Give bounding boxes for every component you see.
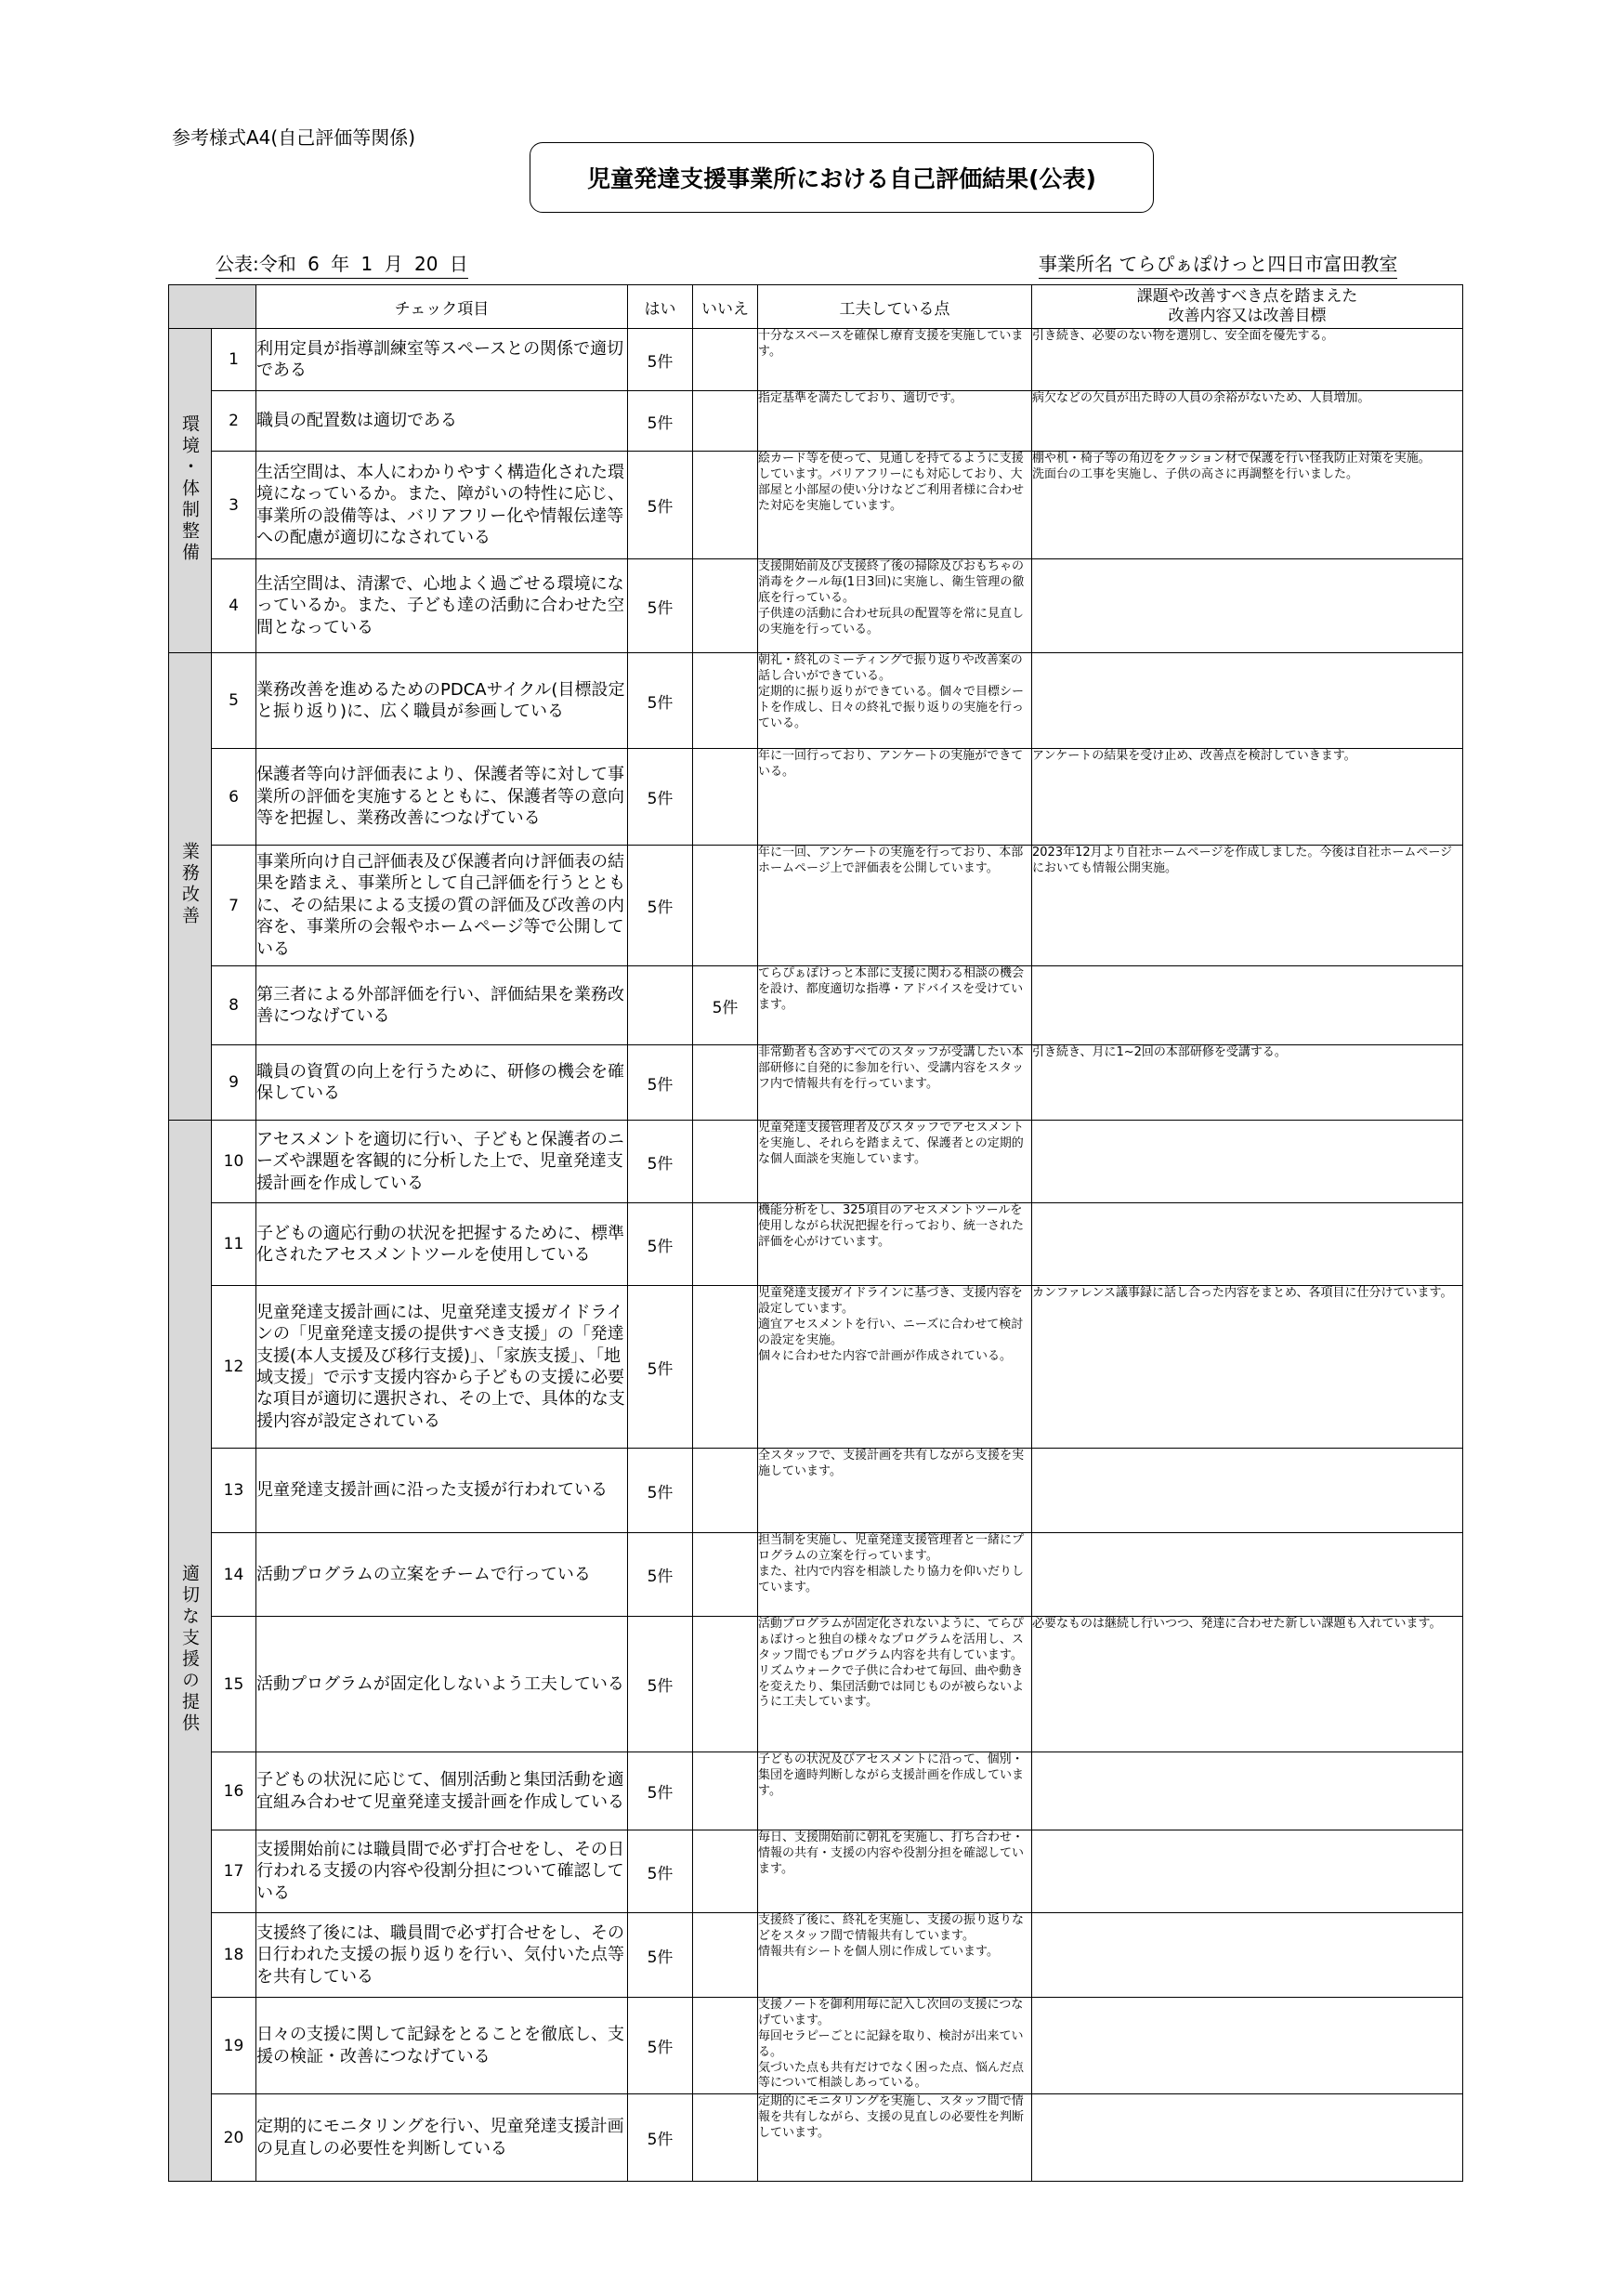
table-row: [169, 1449, 1463, 1533]
issues-text: [1032, 1830, 1463, 1913]
table-row: [169, 749, 1463, 846]
no-count: [693, 1617, 758, 1752]
yes-count: 5件: [628, 1121, 693, 1203]
yes-count: 5件: [628, 559, 693, 653]
issues-text: [1032, 1533, 1463, 1617]
efforts-text: 全スタッフで、支援計画を共有しながら支援を実施しています。: [758, 1449, 1032, 1533]
item-number: 17: [212, 1830, 256, 1913]
efforts-text: 児童発達支援管理者及びスタッフでアセスメントを実施し、それらを踏まえて、保護者との定期的な個人面談を実施しています。: [758, 1121, 1032, 1203]
table-row: [169, 966, 1463, 1045]
check-item-text: 児童発達支援計画には、児童発達支援ガイドラインの「児童発達支援の提供すべき支援」の「発達支援(本人支援及び移行支援)」、「家族支援」、「地域支援」で示す支援内容から子どもの支援に必要な項目が適切に選択され、その上で、具体的な支援内容が設定されている: [256, 1286, 628, 1449]
table-row: [169, 391, 1463, 452]
issues-text: [1032, 653, 1463, 749]
table-row: [169, 1617, 1463, 1752]
table-row: [169, 1752, 1463, 1830]
yes-count: 5件: [628, 1203, 693, 1286]
item-number: 18: [212, 1913, 256, 1998]
no-count: [693, 1449, 758, 1533]
header-check-item: チェック項目: [256, 285, 628, 329]
issues-text: 棚や机・椅子等の角辺をクッション材で保護を行い怪我防止対策を実施。 洗面台の工事を実施し、子供の高さに再調整を行いました。: [1032, 452, 1463, 559]
no-count: [693, 391, 758, 452]
no-count: [693, 1830, 758, 1913]
efforts-text: 担当制を実施し、児童発達支援管理者と一緒にプログラムの立案を行っています。 また、社内で内容を相談したり協力を仰いだりしています。: [758, 1533, 1032, 1617]
no-count: [693, 1203, 758, 1286]
check-item-text: 支援開始前には職員間で必ず打合せをし、その日行われる支援の内容や役割分担について確認している: [256, 1830, 628, 1913]
issues-text: 必要なものは継続し行いつつ、発達に合わせた新しい課題も入れています。: [1032, 1617, 1463, 1752]
efforts-text: てらぴぁぽけっと本部に支援に関わる相談の機会を設け、都度適切な指導・アドバイスを受けています。: [758, 966, 1032, 1045]
issues-text: 2023年12月より自社ホームページを作成しました。今後は自社ホームページにおいても情報公開実施。: [1032, 846, 1463, 966]
check-item-text: 利用定員が指導訓練室等スペースとの関係で適切である: [256, 329, 628, 391]
check-item-text: 子どもの状況に応じて、個別活動と集団活動を適宜組み合わせて児童発達支援計画を作成している: [256, 1752, 628, 1830]
table-row: [169, 1533, 1463, 1617]
header-no: いいえ: [693, 285, 758, 329]
table-row: [169, 1045, 1463, 1121]
efforts-text: 子どもの状況及びアセスメントに沿って、個別・集団を適時判断しながら支援計画を作成しています。: [758, 1752, 1032, 1830]
efforts-text: 支援ノートを御利用毎に記入し次回の支援につなげています。 毎回セラピーごとに記録を取り、検討が出来ている。 気づいた点も共有だけでなく困った点、悩んだ点等について相談しあっている。: [758, 1998, 1032, 2094]
table-row: [169, 452, 1463, 559]
office-name: 事業所名 てらぴぁぽけっと四日市富田教室: [1039, 249, 1397, 279]
check-item-text: 支援終了後には、職員間で必ず打合せをし、その日行われた支援の振り返りを行い、気付いた点等を共有している: [256, 1913, 628, 1998]
header-efforts: 工夫している点: [758, 285, 1032, 329]
table-row: [169, 559, 1463, 653]
no-count: [693, 452, 758, 559]
yes-count: 5件: [628, 1752, 693, 1830]
yes-count: 5件: [628, 1286, 693, 1449]
item-number: 20: [212, 2094, 256, 2182]
no-count: [693, 1286, 758, 1449]
no-count: [693, 1752, 758, 1830]
page-title: 児童発達支援事業所における自己評価結果(公表): [530, 142, 1154, 213]
yes-count: 5件: [628, 1998, 693, 2094]
item-number: 12: [212, 1286, 256, 1449]
no-count: [693, 1913, 758, 1998]
table-row: [169, 1203, 1463, 1286]
check-item-text: 生活空間は、清潔で、心地よく過ごせる環境になっているか。また、子ども達の活動に合わせた空間となっている: [256, 559, 628, 653]
no-count: [693, 653, 758, 749]
category-label: 適切な支援の提供: [179, 1563, 200, 1735]
check-item-text: 第三者による外部評価を行い、評価結果を業務改善につなげている: [256, 966, 628, 1045]
efforts-text: 機能分析をし、325項目のアセスメントツールを使用しながら状況把握を行っており、統一された評価を心がけています。: [758, 1203, 1032, 1286]
check-item-text: 業務改善を進めるためのPDCAサイクル(目標設定と振り返り)に、広く職員が参画している: [256, 653, 628, 749]
issues-text: 引き続き、必要のない物を選別し、安全面を優先する。: [1032, 329, 1463, 391]
table-row: [169, 846, 1463, 966]
no-count: [693, 329, 758, 391]
item-number: 5: [212, 653, 256, 749]
check-item-text: 日々の支援に関して記録をとることを徹底し、支援の検証・改善につなげている: [256, 1998, 628, 2094]
item-number: 8: [212, 966, 256, 1045]
issues-text: [1032, 966, 1463, 1045]
issues-text: [1032, 1913, 1463, 1998]
no-count: [693, 846, 758, 966]
item-number: 11: [212, 1203, 256, 1286]
no-count: [693, 1998, 758, 2094]
issues-text: [1032, 2094, 1463, 2182]
yes-count: 5件: [628, 1449, 693, 1533]
header-issues: [1032, 285, 1463, 329]
yes-count: 5件: [628, 2094, 693, 2182]
no-count: 5件: [693, 966, 758, 1045]
table-row: [169, 1121, 1463, 1203]
issues-text: アンケートの結果を受け止め、改善点を検討していきます。: [1032, 749, 1463, 846]
table-header-row: [169, 285, 1463, 329]
issues-text: 引き続き、月に1~2回の本部研修を受講する。: [1032, 1045, 1463, 1121]
item-number: 16: [212, 1752, 256, 1830]
header-blank-cell: [169, 285, 256, 329]
yes-count: 5件: [628, 1830, 693, 1913]
check-item-text: 生活空間は、本人にわかりやすく構造化された環境になっているか。また、障がいの特性に応じ、事業所の設備等は、バリアフリー化や情報伝達等への配慮が適切になされている: [256, 452, 628, 559]
yes-count: [628, 966, 693, 1045]
issues-text: [1032, 559, 1463, 653]
efforts-text: 絵カード等を使って、見通しを持てるように支援しています。バリアフリーにも対応しており、大部屋と小部屋の使い分けなどご利用者様に合わせた対応を実施しています。: [758, 452, 1032, 559]
yes-count: 5件: [628, 452, 693, 559]
table-row: [169, 653, 1463, 749]
item-number: 10: [212, 1121, 256, 1203]
issues-text: [1032, 1998, 1463, 2094]
yes-count: 5件: [628, 1617, 693, 1752]
yes-count: 5件: [628, 749, 693, 846]
category-label: 環境・体制整備: [179, 413, 200, 564]
efforts-text: 支援開始前及び支援終了後の掃除及びおもちゃの消毒をクール毎(1日3回)に実施し、衛生管理の徹底を行っている。 子供達の活動に合わせ玩具の配置等を常に見直しの実施を行っている。: [758, 559, 1032, 653]
table-row: [169, 1286, 1463, 1449]
evaluation-table: [168, 284, 1463, 2182]
efforts-text: 十分なスペースを確保し療育支援を実施しています。: [758, 329, 1032, 391]
check-item-text: 職員の配置数は適切である: [256, 391, 628, 452]
category-cell: [169, 329, 212, 653]
form-label: 参考様式A4(自己評価等関係): [172, 126, 416, 149]
no-count: [693, 559, 758, 653]
check-item-text: 職員の資質の向上を行うために、研修の機会を確保している: [256, 1045, 628, 1121]
item-number: 1: [212, 329, 256, 391]
item-number: 3: [212, 452, 256, 559]
item-number: 19: [212, 1998, 256, 2094]
check-item-text: 児童発達支援計画に沿った支援が行われている: [256, 1449, 628, 1533]
issues-text: [1032, 1121, 1463, 1203]
item-number: 7: [212, 846, 256, 966]
efforts-text: 年に一回、アンケートの実施を行っており、本部ホームページ上で評価表を公開しています。: [758, 846, 1032, 966]
item-number: 4: [212, 559, 256, 653]
table-row: [169, 1913, 1463, 1998]
efforts-text: 朝礼・終礼のミーティングで振り返りや改善案の話し合いができている。 定期的に振り返りができている。個々で目標シートを作成し、日々の終礼で振り返りの実施を行っている。: [758, 653, 1032, 749]
check-item-text: 保護者等向け評価表により、保護者等に対して事業所の評価を実施するとともに、保護者等の意向等を把握し、業務改善につなげている: [256, 749, 628, 846]
category-cell: [169, 1121, 212, 2182]
efforts-text: 年に一回行っており、アンケートの実施ができている。: [758, 749, 1032, 846]
efforts-text: 支援終了後に、終礼を実施し、支援の振り返りなどをスタッフ間で情報共有しています。 情報共有シートを個人別に作成しています。: [758, 1913, 1032, 1998]
efforts-text: 定期的にモニタリングを実施し、スタッフ間で情報を共有しながら、支援の見直しの必要性を判断しています。: [758, 2094, 1032, 2182]
yes-count: 5件: [628, 391, 693, 452]
issues-text: 病欠などの欠員が出た時の人員の余裕がないため、人員増加。: [1032, 391, 1463, 452]
header-issues-text: 課題や改善すべき点を踏まえた 改善内容又は改善目標: [1136, 286, 1358, 325]
item-number: 2: [212, 391, 256, 452]
yes-count: 5件: [628, 1045, 693, 1121]
no-count: [693, 1533, 758, 1617]
no-count: [693, 2094, 758, 2182]
item-number: 9: [212, 1045, 256, 1121]
category-label: 業務改善: [179, 842, 200, 927]
efforts-text: 非常勤者も含めすべてのスタッフが受講したい本部研修に自発的に参加を行い、受講内容をスタッフ内で情報共有を行っています。: [758, 1045, 1032, 1121]
yes-count: 5件: [628, 653, 693, 749]
yes-count: 5件: [628, 1913, 693, 1998]
issues-text: [1032, 1449, 1463, 1533]
check-item-text: 子どもの適応行動の状況を把握するために、標準化されたアセスメントツールを使用している: [256, 1203, 628, 1286]
no-count: [693, 1045, 758, 1121]
yes-count: 5件: [628, 1533, 693, 1617]
check-item-text: アセスメントを適切に行い、子どもと保護者のニーズや課題を客観的に分析した上で、児童発達支援計画を作成している: [256, 1121, 628, 1203]
issues-text: カンファレンス議事録に話し合った内容をまとめ、各項目に仕分けています。: [1032, 1286, 1463, 1449]
efforts-text: 毎日、支援開始前に朝礼を実施し、打ち合わせ・情報の共有・支援の内容や役割分担を確認しています。: [758, 1830, 1032, 1913]
table-row: [169, 1830, 1463, 1913]
category-cell: [169, 653, 212, 1121]
check-item-text: 定期的にモニタリングを行い、児童発達支援計画の見直しの必要性を判断している: [256, 2094, 628, 2182]
table-row: [169, 2094, 1463, 2182]
efforts-text: 児童発達支援ガイドラインに基づき、支援内容を設定しています。 適宜アセスメントを行い、ニーズに合わせて検討の設定を実施。 個々に合わせた内容で計画が作成されている。: [758, 1286, 1032, 1449]
table-row: [169, 329, 1463, 391]
publication-date: 公表:令和 6 年 1 月 20 日: [216, 249, 468, 279]
no-count: [693, 749, 758, 846]
check-item-text: 事業所向け自己評価表及び保護者向け評価表の結果を踏まえ、事業所として自己評価を行うとともに、その結果による支援の質の評価及び改善の内容を、事業所の会報やホームページ等で公開している: [256, 846, 628, 966]
issues-text: [1032, 1203, 1463, 1286]
efforts-text: 活動プログラムが固定化されないように、てらぴぁぽけっと独自の様々なプログラムを活用し、スタッフ間でもプログラム内容を共有しています。 リズムウォークで子供に合わせて毎回、曲や動きを変えたり、集団活動では同じものが被らないように工夫しています。: [758, 1617, 1032, 1752]
item-number: 15: [212, 1617, 256, 1752]
issues-text: [1032, 1752, 1463, 1830]
efforts-text: 指定基準を満たしており、適切です。: [758, 391, 1032, 452]
yes-count: 5件: [628, 846, 693, 966]
check-item-text: 活動プログラムが固定化しないよう工夫している: [256, 1617, 628, 1752]
table-row: [169, 1998, 1463, 2094]
item-number: 6: [212, 749, 256, 846]
item-number: 13: [212, 1449, 256, 1533]
header-yes: はい: [628, 285, 693, 329]
yes-count: 5件: [628, 329, 693, 391]
check-item-text: 活動プログラムの立案をチームで行っている: [256, 1533, 628, 1617]
item-number: 14: [212, 1533, 256, 1617]
no-count: [693, 1121, 758, 1203]
